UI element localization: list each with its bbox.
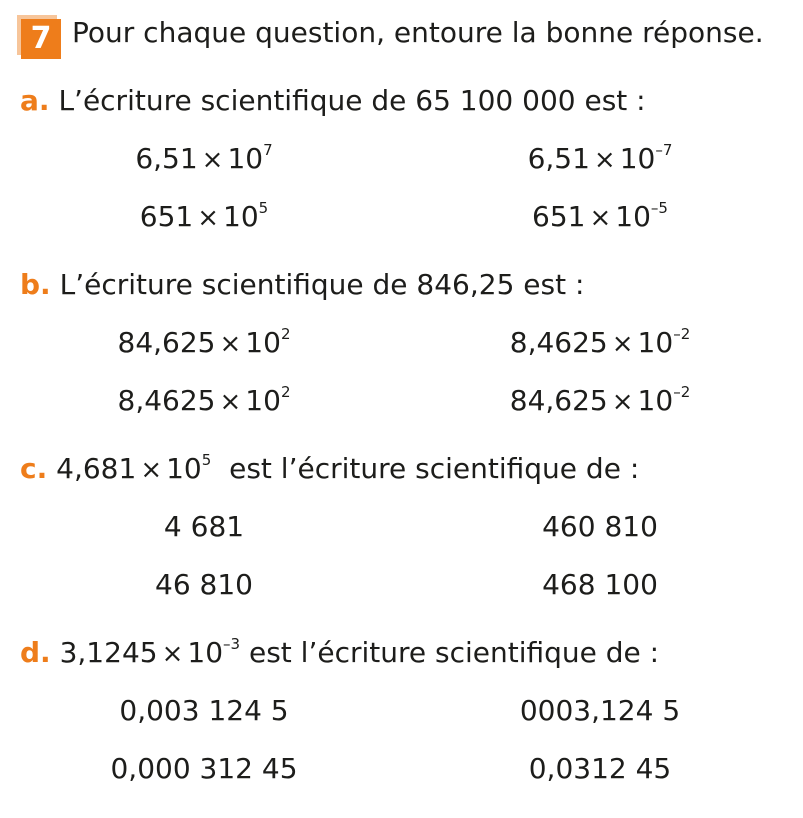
option-base: 10 bbox=[227, 142, 264, 175]
prompt-mantissa: 3,1245 bbox=[59, 636, 158, 669]
option-mantissa: 8,4625 bbox=[509, 326, 608, 359]
option-exponent: –5 bbox=[650, 199, 668, 217]
question-c-prompt bbox=[20, 450, 639, 489]
question-text: est l’écriture scientifique de : bbox=[248, 636, 660, 669]
option-base: 10 bbox=[637, 326, 674, 359]
option-base: 10 bbox=[245, 384, 281, 417]
option-mantissa: 651 bbox=[532, 200, 586, 233]
question-b-prompt bbox=[20, 266, 584, 304]
option-b1[interactable] bbox=[118, 324, 291, 363]
option-base: 10 bbox=[245, 326, 281, 359]
times-symbol: × bbox=[219, 387, 242, 417]
option-d3[interactable]: 0,000 312 45 bbox=[110, 752, 298, 785]
option-base: 10 bbox=[223, 200, 259, 233]
exercise-number-badge bbox=[17, 15, 61, 59]
option-mantissa: 84,625 bbox=[509, 384, 608, 417]
option-b3[interactable] bbox=[118, 382, 291, 421]
times-symbol: × bbox=[593, 145, 616, 175]
option-b2[interactable] bbox=[510, 324, 690, 363]
option-c3[interactable]: 46 810 bbox=[155, 568, 253, 601]
question-letter: c. bbox=[20, 452, 48, 485]
option-exponent: 5 bbox=[258, 199, 269, 217]
option-mantissa: 84,625 bbox=[117, 326, 216, 359]
question-a-prompt bbox=[20, 82, 646, 120]
option-a3[interactable] bbox=[140, 198, 268, 237]
option-mantissa: 6,51 bbox=[527, 142, 590, 175]
option-exponent: 2 bbox=[280, 325, 291, 343]
prompt-base: 10 bbox=[166, 452, 202, 485]
prompt-mantissa: 4,681 bbox=[56, 452, 137, 485]
option-base: 10 bbox=[619, 142, 656, 175]
option-b4[interactable] bbox=[510, 382, 690, 421]
question-text: L’écriture scientifique de 846,25 est : bbox=[59, 268, 585, 301]
exercise-number: 7 bbox=[21, 19, 61, 59]
exercise-instruction: Pour chaque question, entoure la bonne réponse. bbox=[72, 16, 764, 49]
option-exponent: 7 bbox=[263, 141, 273, 159]
prompt-exponent: 5 bbox=[201, 451, 212, 469]
question-text: est l’écriture scientifique de : bbox=[229, 452, 640, 485]
question-letter: b. bbox=[20, 268, 51, 301]
option-d2[interactable]: 0003,124 5 bbox=[519, 694, 681, 727]
times-symbol: × bbox=[197, 203, 220, 233]
times-symbol: × bbox=[611, 387, 634, 417]
option-d4[interactable]: 0,0312 45 bbox=[528, 752, 672, 785]
times-symbol: × bbox=[201, 145, 224, 175]
option-exponent: 2 bbox=[280, 383, 291, 401]
question-text: L’écriture scientifique de 65 100 000 est : bbox=[58, 84, 646, 117]
prompt-base: 10 bbox=[187, 636, 224, 669]
option-mantissa: 651 bbox=[139, 200, 194, 233]
question-letter: d. bbox=[20, 636, 51, 669]
question-d-prompt bbox=[20, 634, 659, 673]
option-mantissa: 6,51 bbox=[135, 142, 198, 175]
option-a2[interactable] bbox=[528, 140, 673, 179]
prompt-exponent: –3 bbox=[223, 635, 241, 653]
option-base: 10 bbox=[615, 200, 651, 233]
question-letter: a. bbox=[20, 84, 50, 117]
times-symbol: × bbox=[161, 639, 184, 669]
option-exponent: –7 bbox=[655, 141, 673, 159]
option-a1[interactable] bbox=[135, 140, 272, 179]
option-c4[interactable]: 468 100 bbox=[542, 568, 658, 601]
option-c2[interactable]: 460 810 bbox=[542, 510, 658, 543]
option-mantissa: 8,4625 bbox=[117, 384, 216, 417]
option-exponent: –2 bbox=[673, 383, 691, 401]
option-a4[interactable] bbox=[532, 198, 668, 237]
option-c1[interactable]: 4 681 bbox=[163, 510, 245, 543]
option-d1[interactable]: 0,003 124 5 bbox=[119, 694, 289, 727]
option-base: 10 bbox=[637, 384, 674, 417]
times-symbol: × bbox=[589, 203, 612, 233]
times-symbol: × bbox=[611, 329, 634, 359]
option-exponent: –2 bbox=[673, 325, 691, 343]
times-symbol: × bbox=[140, 455, 163, 485]
times-symbol: × bbox=[219, 329, 242, 359]
